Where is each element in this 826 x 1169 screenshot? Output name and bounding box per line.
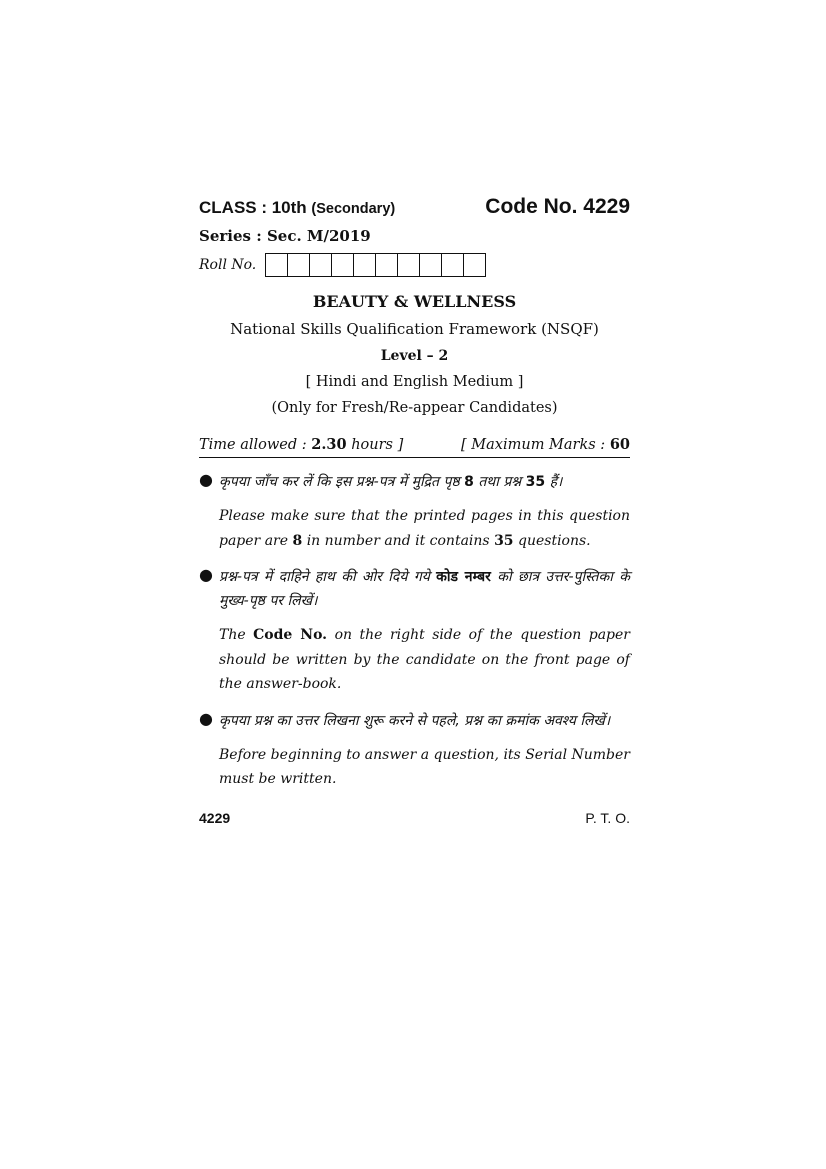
english-text: The: [219, 627, 246, 643]
time-suffix: hours ]: [351, 437, 404, 453]
medium-note: [ Hindi and English Medium ]: [305, 374, 524, 390]
roll-box[interactable]: [332, 253, 354, 277]
hindi-text: तथा प्रश्न: [478, 474, 522, 490]
framework-title: National Skills Qualification Framework (NSQF): [230, 320, 599, 338]
class-label: [199, 198, 395, 218]
instruction-english: [219, 623, 630, 697]
instruction-english: Before beginning to answer a question, its Serial Number must be written.: [219, 746, 630, 787]
page-footer: [199, 810, 630, 826]
code-number-hindi: कोड नम्बर: [436, 569, 491, 585]
instruction-item: [199, 709, 630, 792]
question-count: 35: [494, 532, 514, 549]
page-count: 8: [292, 532, 303, 549]
english-text: on the right side of the question paper should be written by the candidate on the front page of the answer-book.: [219, 627, 630, 692]
english-text: questions.: [518, 532, 591, 549]
candidates-note: (Only for Fresh/Re-appear Candidates): [271, 400, 558, 416]
code-number: Code No. 4229: [485, 195, 630, 218]
question-count: 35: [525, 474, 546, 490]
class-text: CLASS : 10th: [199, 198, 307, 217]
bullet-icon: ●: [199, 470, 213, 489]
hindi-text: हैं।: [549, 474, 563, 490]
class-sub-text: (Secondary): [311, 201, 396, 217]
hindi-text: को छात्र उत्तर-पुस्तिका के मुख्य-पृष्ठ पर लिखें।: [219, 569, 630, 609]
roll-box[interactable]: [266, 253, 288, 277]
english-text: in number and it contains: [306, 532, 490, 549]
level-title: Level – 2: [380, 348, 449, 364]
time-marks-row: [199, 436, 630, 458]
code-number-english: Code No.: [253, 627, 328, 643]
instruction-item: [199, 470, 630, 553]
roll-number-boxes[interactable]: [265, 253, 486, 277]
time-allowed: [199, 436, 403, 453]
time-value: 2.30: [311, 436, 347, 453]
roll-box[interactable]: [376, 253, 398, 277]
instruction-hindi: [219, 565, 630, 613]
page-count: 8: [464, 474, 474, 490]
hindi-text: प्रश्न-पत्र में दाहिने हाथ की ओर दिये गये: [219, 569, 430, 585]
roll-box[interactable]: [442, 253, 464, 277]
roll-box[interactable]: [398, 253, 420, 277]
time-prefix: Time allowed :: [199, 437, 307, 453]
header-row: [199, 195, 630, 225]
roll-number-row: [199, 252, 630, 278]
roll-box[interactable]: [420, 253, 442, 277]
maximum-marks: [461, 436, 630, 453]
roll-box[interactable]: [288, 253, 310, 277]
bullet-icon: ●: [199, 565, 213, 584]
subject-title: BEAUTY & WELLNESS: [312, 292, 517, 311]
instruction-item: [199, 565, 630, 697]
footer-code: 4229: [199, 809, 231, 826]
instruction-hindi: कृपया प्रश्न का उत्तर लिखना शुरू करने से पहले, प्रश्न का क्रमांक अवश्य लिखें।: [219, 712, 611, 729]
roll-number-label: Roll No.: [199, 257, 257, 273]
marks-value: 60: [609, 436, 630, 453]
hindi-text: कृपया जाँच कर लें कि इस प्रश्न-पत्र में मुद्रित पृष्ठ: [219, 474, 460, 490]
question-paper-cover: [199, 195, 630, 826]
roll-box[interactable]: [354, 253, 376, 277]
roll-box[interactable]: [310, 253, 332, 277]
instruction-hindi: [219, 470, 630, 494]
roll-box[interactable]: [464, 253, 486, 277]
marks-prefix: [ Maximum Marks :: [461, 437, 606, 453]
english-text: Please make sure that the printed pages in this question paper are: [219, 508, 630, 549]
instruction-english: [219, 504, 630, 553]
series-label: Series : Sec. M/2019: [199, 227, 371, 245]
bullet-icon: ●: [199, 708, 213, 728]
pto-label: P. T. O.: [585, 809, 630, 826]
